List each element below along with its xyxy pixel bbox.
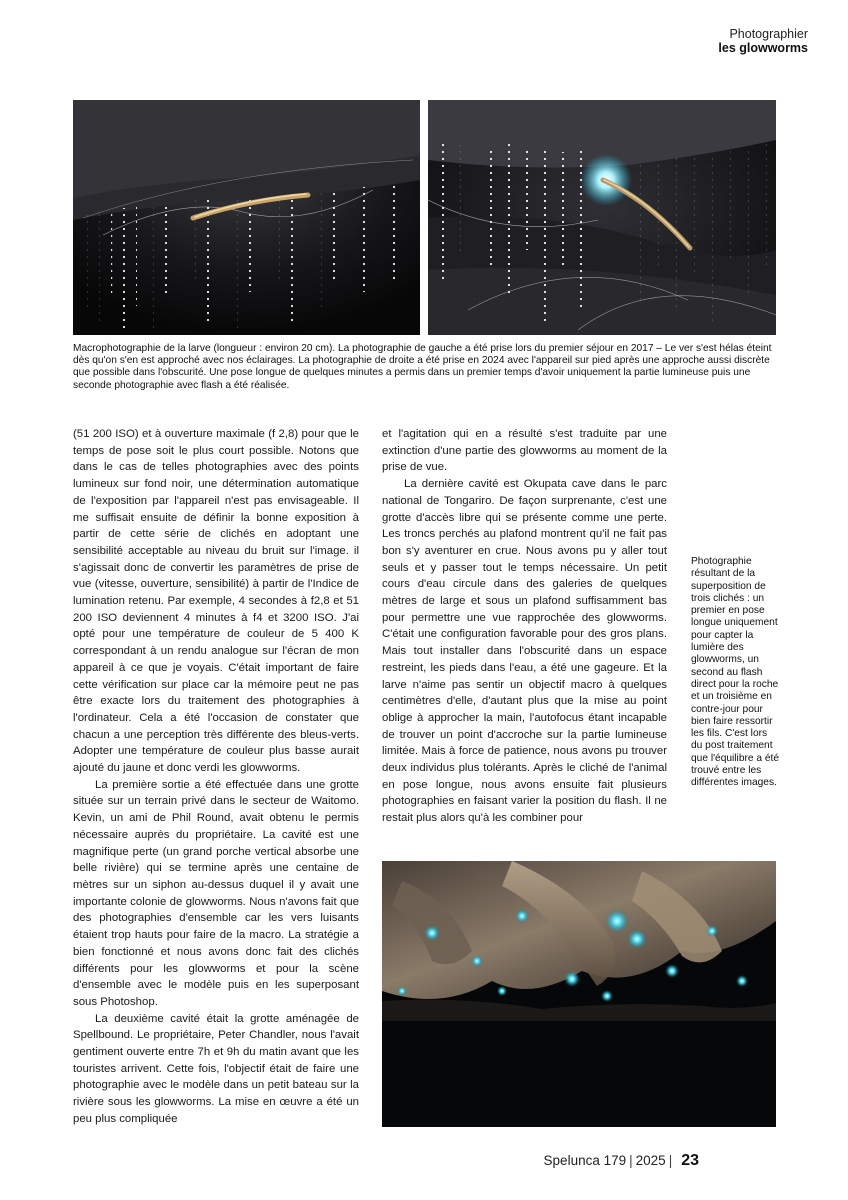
paragraph: La première sortie a été effectuée dans une grotte située sur un terrain privé dans le secteur de Waitomo. Kevin, un ami de Phil Round, avait obtenu le permis nécessaire auprès du propriétaire. La cavité est une magnifique perte (un grand porche vertical absorbe une belle rivière) qui se termine après une centaine de mètres sur un siphon au-dessus duquel il y avait une importante colonie de glowworms. Nous n'avons fait que des photographies d'ensemble car les vers luisants étaient trop hauts pour faire de la macro. La stratégie a bien fonctionné et nous avons donc fait des clichés différents pour les glowworms et pour la scène d'ensemble avec le modèle puis en les superposant sous Photoshop. (73, 778, 359, 1008)
footer-separator: | (629, 1153, 633, 1168)
journal-year: 2025 (635, 1153, 666, 1168)
text-column-2 (382, 426, 667, 827)
page-number: 23 (681, 1152, 699, 1169)
photo-caption-top: Macrophotographie de la larve (longueur : environ 20 cm). La photographie de gauche a été prise lors du premier séjour en 2017 – Le ver s'est hélas éteint dès qu'on s'en est approché avec nos éclairages. La photographie de droite a été prise en 2024 avec l'appareil sur pied après une approche aussi discrète que possible dans l'obscurité. Une pose longue de quelques minutes a permis dans un premier temps d'avoir uniquement la partie lumineuse puis une seconde photographie avec flash a été réalisée. (73, 343, 772, 391)
footer-separator: | (668, 1153, 673, 1168)
paragraph: (51 200 ISO) et à ouverture maximale (f 2,8) pour que le temps de pose soit le plus court possible. Notons que dans le cas de telles photographies avec des points lumineux sur fond noir, une détermination automatique de l'exposition par l'appareil n'est pas envisageable. Il me suffisait ensuite de définir la bonne exposition à partir de cette série de clichés en adoptant une sensibilité acceptable au niveau du bruit sur l'image. il s'agissait donc de convertir les paramètres de prise de vue (vitesse, ouverture, sensibilité) à partir de l'Indice de lumination retenu. Par exemple, 4 secondes à f2,8 et 51 200 ISO deviennent 4 minutes à f4 et 3200 ISO. J'ai opté pour une température de couleur de 5 400 K correspondant à un rendu analogue sur l'écran de mon appareil à ce que je voyais. C'était important de faire cette vérification sur place car la mémoire peut ne pas être exacte lors du traitement des photographies à l'ordinateur. Cela a été l'occasion de constater que chacun a une perception très différente des bleus-verts. Adopter une température de couleur plus basse aurait ajouté du jaune et donc verdi les glowworms. (73, 428, 359, 775)
journal-name: Spelunca 179 (543, 1153, 627, 1168)
page-footer (544, 1152, 699, 1170)
photo-caption-side: Photographie résultant de la superposition de trois clichés : un premier en pose longue uniquement pour capter la lumière des glowworms, un second au flash direct pour la roche et un troisième en contre-jour pour bien faire ressortir les fils. C'est lors du post traitement que l'équilibre a été trouvé entre les différentes images. (691, 556, 780, 789)
glowworm-larva-macro-photo (73, 100, 420, 335)
header-line-2: les glowworms (718, 41, 808, 55)
header-line-1: Photographier (729, 27, 808, 41)
paragraph: La dernière cavité est Okupata cave dans le parc national de Tongariro. De façon surprenante, c'est une grotte d'accès libre qui se présente comme une perte. Les troncs perchés au plafond montrent qu'il ne fait pas bon s'y aventurer en crue. Nous avons pu y aller tout seuls et y passer tout le temps nécessaire. Un petit cours d'eau circule dans des galeries de quelques mètres de large et sous un plafond suffisamment bas pour permettre une vue rapprochée des glowworms. C'était une configuration favorable pour des gros plans. Mais tout installer dans l'obscurité dans un espace restreint, les pieds dans l'eau, a été une gageure. Et la larve n'aime pas sentir un objectif macro à quelques centimètres d'elle, d'autant plus que la mise au point oblige à approcher la main, l'autofocus étant incapable de trouver un point d'accroche sur la partie lumineuse limitée. Mais à force de patience, nous avons pu trouver deux individus plus tolérants. Après le cliché de l'animal en pose longue, nous avons ensuite fait plusieurs photographies en faisant varier la position du flash. Il ne restait plus alors qu'à les combiner pour (382, 478, 667, 825)
glowworm-cave-composite-photo (382, 861, 776, 1127)
paragraph: et l'agitation qui en a résulté s'est traduite par une extinction d'une partie des glowworms au moment de la prise de vue. (382, 428, 667, 474)
paragraph: La deuxième cavité était la grotte aménagée de Spellbound. Le propriétaire, Peter Chandler, nous l'avait gentiment ouverte entre 7h et 9h du matin avant que les touristes arrivent. Cette fois, l'objectif était de faire une photographie avec le modèle dans un petit bateau sur la rivière sous les glowworms. La mise en œuvre a été un peu plus compliquée (73, 1012, 359, 1125)
glowworm-larva-flash-photo (428, 100, 776, 335)
text-column-1 (73, 426, 359, 1128)
running-header (718, 27, 808, 55)
